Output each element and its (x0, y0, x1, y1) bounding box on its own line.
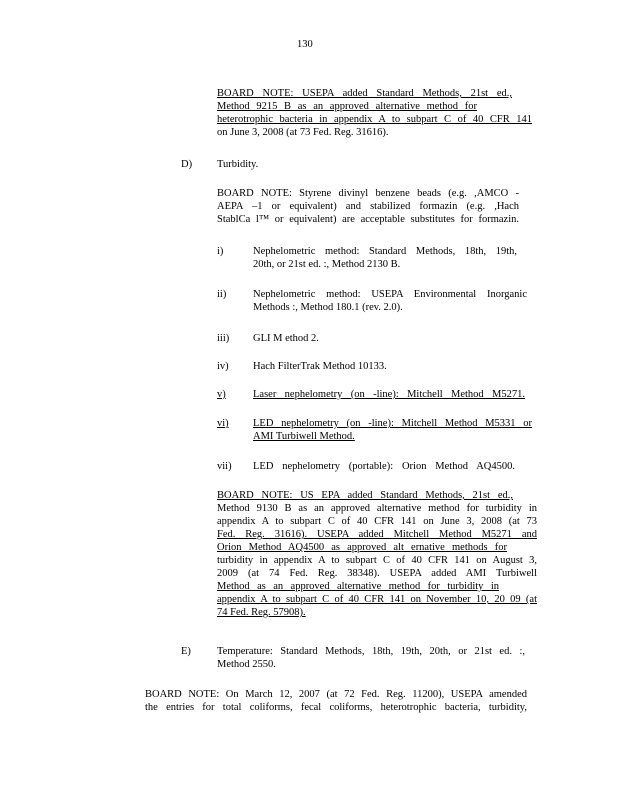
subitem-v-num: v) (217, 389, 226, 400)
subitem-iii-text: GLI M ethod 2. (253, 333, 319, 344)
subitem-line: LED nephelometry (on -line): Mitchell Method M5331 or (253, 418, 532, 429)
item-e-line: Method 2550. (217, 659, 276, 670)
note-line: turbidity in appendix A to subpart C of 40 CFR 141 on August 3, (217, 555, 537, 566)
subitem-vii-num: vii) (217, 461, 232, 472)
subitem-i-num: i) (217, 246, 224, 257)
item-d-title: Turbidity. (217, 159, 259, 170)
note-line: StablCa l™ or equivalent) are acceptable substitutes for formazin. (217, 214, 519, 225)
subitem-iii-num: iii) (217, 333, 230, 344)
subitem-iv-num: iv) (217, 361, 229, 372)
note-line: 2009 (at 74 Fed. Reg. 38348). USEPA added AMI Turbiwell (217, 568, 537, 579)
note-line: BOARD NOTE: USEPA added Standard Methods, 21st ed., (217, 88, 512, 99)
subitem-iv-text: Hach FilterTrak Method 10133. (253, 361, 387, 372)
subitem-vi-num: vi) (217, 418, 229, 429)
item-d-label: D) (181, 159, 193, 170)
subitem-ii-text (253, 288, 527, 314)
turbidity-board-note (217, 187, 519, 226)
note-line: appendix A to subpart C of 40 CFR 141 on June 3, 2008 (at 73 (217, 516, 537, 527)
item-e-label: E) (181, 646, 191, 657)
board-note-2 (217, 489, 537, 619)
note-line: heterotrophic bacteria in appendix A to subpart C of 40 CFR 141 (217, 114, 532, 125)
subitem-line: Laser nephelometry (on -line): Mitchell Method M5271. (253, 389, 525, 400)
note-line: BOARD NOTE: US EPA added Standard Methods, 21st ed., (217, 490, 513, 501)
subitem-line: LED nephelometry (portable): Orion Method AQ4500. (253, 461, 515, 472)
subitem-i-text (253, 245, 517, 271)
subitem-line: AMI Turbiwell Method. (253, 431, 355, 442)
item-e-text (217, 645, 525, 671)
note-line: Fed. Reg. 31616). USEPA added Mitchell Method M5271 and (217, 529, 537, 540)
note-line: BOARD NOTE: On March 12, 2007 (at 72 Fed. Reg. 11200), USEPA amended (145, 689, 527, 700)
note-line: BOARD NOTE: Styrene divinyl benzene beads (e.g. ,AMCO - (217, 188, 519, 199)
note-line: Method 9215 B as an approved alternative method for (217, 101, 477, 112)
subitem-line: 20th, or 21st ed. :, Method 2130 B. (253, 259, 401, 270)
note-line: on June 3, 2008 (at 73 Fed. Reg. 31616). (217, 127, 389, 138)
subitem-line: Nephelometric method: USEPA Environmental Inorganic (253, 289, 527, 300)
note-line: AEPA –1 or equivalent) and stabilized formazin (e.g. ,Hach (217, 201, 519, 212)
page-number: 130 (297, 39, 313, 50)
item-e-line: Temperature: Standard Methods, 18th, 19th, 20th, or 21st ed. :, (217, 646, 525, 657)
subitem-ii-num: ii) (217, 289, 227, 300)
note-line: the entries for total coliforms, fecal coliforms, heterotrophic bacteria, turbidity, (145, 702, 527, 713)
subitem-vii-text (253, 460, 515, 473)
subitem-vi-text (253, 417, 532, 443)
subitem-line: Methods :, Method 180.1 (rev. 2.0). (253, 302, 403, 313)
note-line: 74 Fed. Reg. 57908). (217, 607, 306, 618)
board-note-1 (217, 87, 532, 139)
subitem-v-text (253, 388, 525, 401)
note-line: Orion Method AQ4500 as approved alt ernative methods for (217, 542, 507, 553)
note-line: appendix A to subpart C of 40 CFR 141 on November 10, 20 09 (at (217, 594, 537, 605)
note-line: Method as an approved alternative method for turbidity in (217, 581, 499, 592)
subitem-line: Nephelometric method: Standard Methods, 18th, 19th, (253, 246, 517, 257)
final-board-note (145, 688, 527, 714)
note-line: Method 9130 B as an approved alternative method for turbidity in (217, 503, 537, 514)
